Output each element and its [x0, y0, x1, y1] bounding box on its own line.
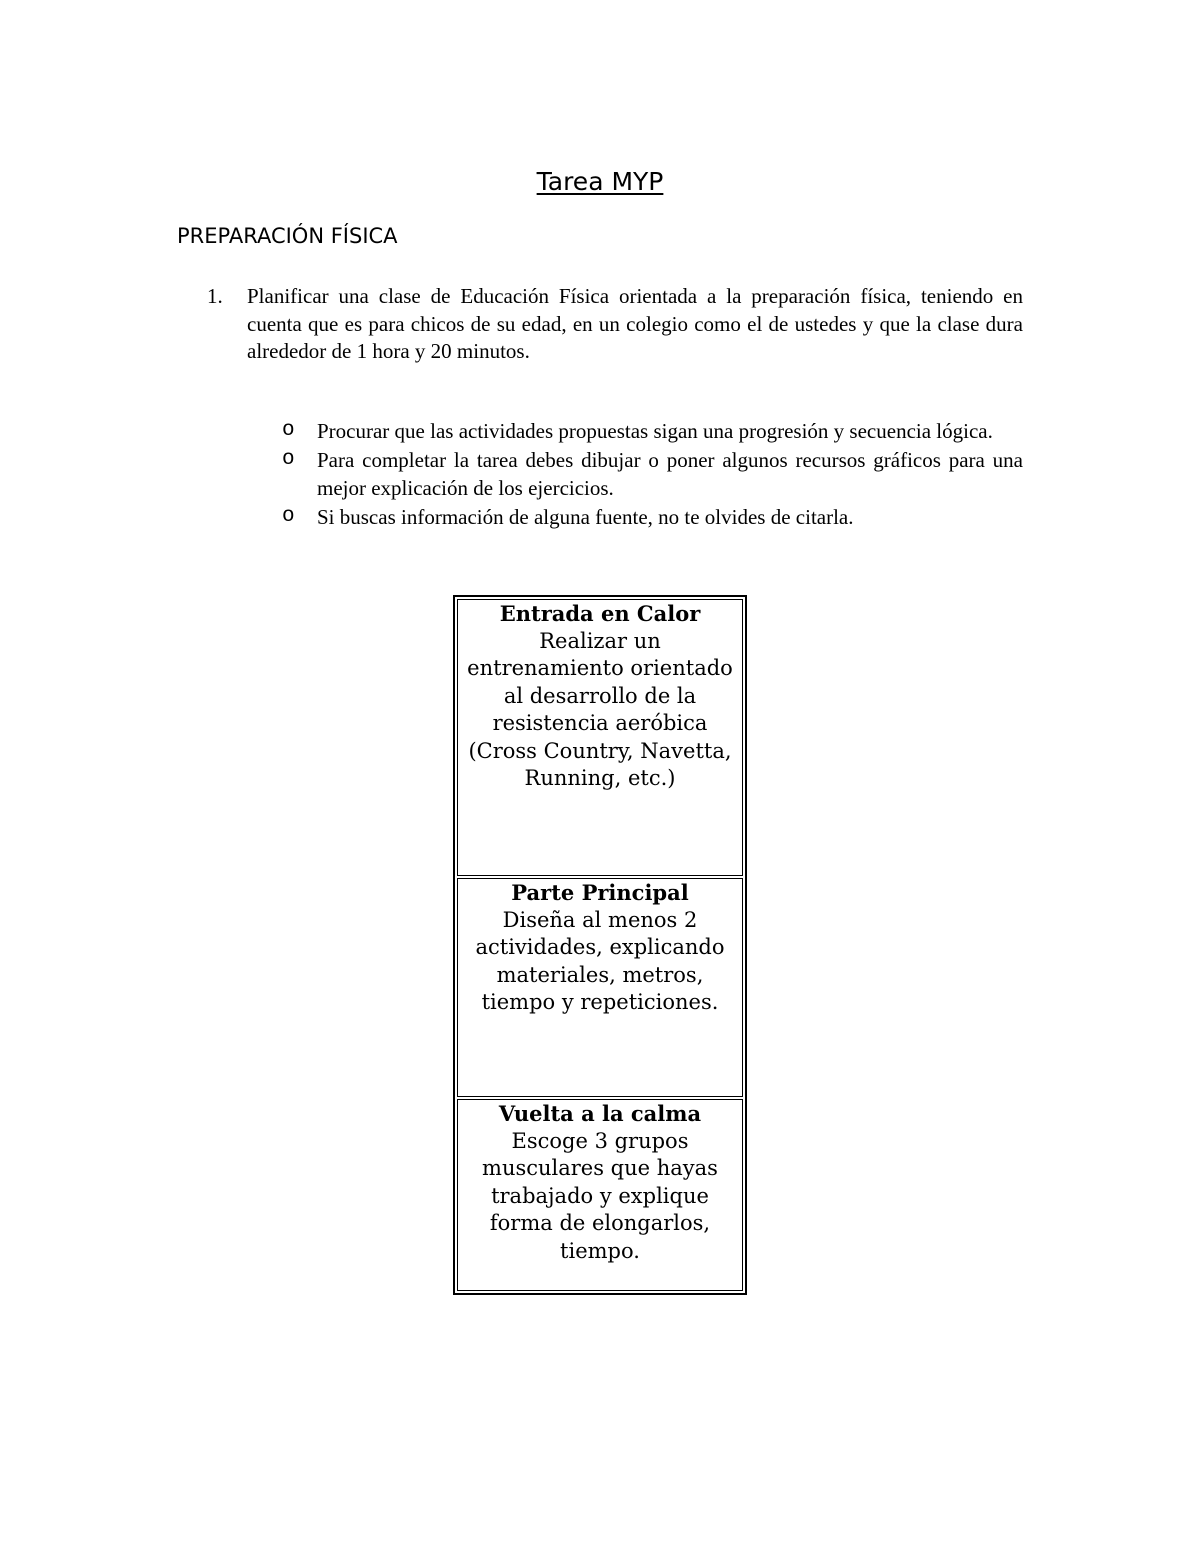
cell-heading: Parte Principal	[511, 880, 689, 905]
class-plan-table	[453, 595, 747, 1295]
list-item-text: Procurar que las actividades propuestas sigan una progresión y secuencia lógica.	[317, 419, 993, 443]
cell-heading: Vuelta a la calma	[498, 1101, 702, 1126]
instruction-list	[282, 417, 1023, 531]
document-title	[0, 166, 1200, 198]
list-item	[282, 446, 1023, 503]
task-number: 1.	[207, 284, 223, 308]
list-item	[282, 503, 1023, 532]
list-item-text: Para completar la tarea debes dibujar o poner algunos recursos gráficos para una mejor explicación de los ejercicios.	[317, 447, 1023, 500]
table-row	[457, 1099, 743, 1291]
bullet-marker: o	[282, 419, 295, 442]
bullet-marker: o	[282, 447, 295, 471]
document-title-text: Tarea MYP	[536, 167, 664, 196]
cell-text: Realizar un entrenamiento orientado al desarrollo de la resistencia aeróbica (Cross Country, Navetta, Running, etc.)	[467, 628, 733, 790]
list-item-text: Si buscas información de alguna fuente, no te olvides de citarla.	[317, 504, 854, 529]
table-cell-cooldown	[457, 1099, 743, 1291]
list-item	[282, 417, 1023, 446]
section-heading: PREPARACIÓN FÍSICA	[177, 224, 398, 248]
cell-heading: Entrada en Calor	[499, 601, 701, 626]
task-text: Planificar una clase de Educación Física orientada a la preparación física, teniendo en cuenta que es para chicos de su edad, en un colegio como el de ustedes y que la clase dura alrededor de 1 hora y 20 minutos.	[247, 284, 1023, 363]
cell-text: Escoge 3 grupos musculares que hayas trabajado y explique forma de elongarlos, tiempo.	[482, 1128, 718, 1263]
task-item	[207, 283, 1023, 366]
cell-text: Diseña al menos 2 actividades, explicando materiales, metros, tiempo y repeticiones.	[475, 907, 725, 1014]
table-row	[457, 599, 743, 876]
bullet-marker: o	[282, 504, 295, 528]
table-row	[457, 878, 743, 1097]
table-cell-main-part	[457, 878, 743, 1097]
table-cell-warmup	[457, 599, 743, 876]
